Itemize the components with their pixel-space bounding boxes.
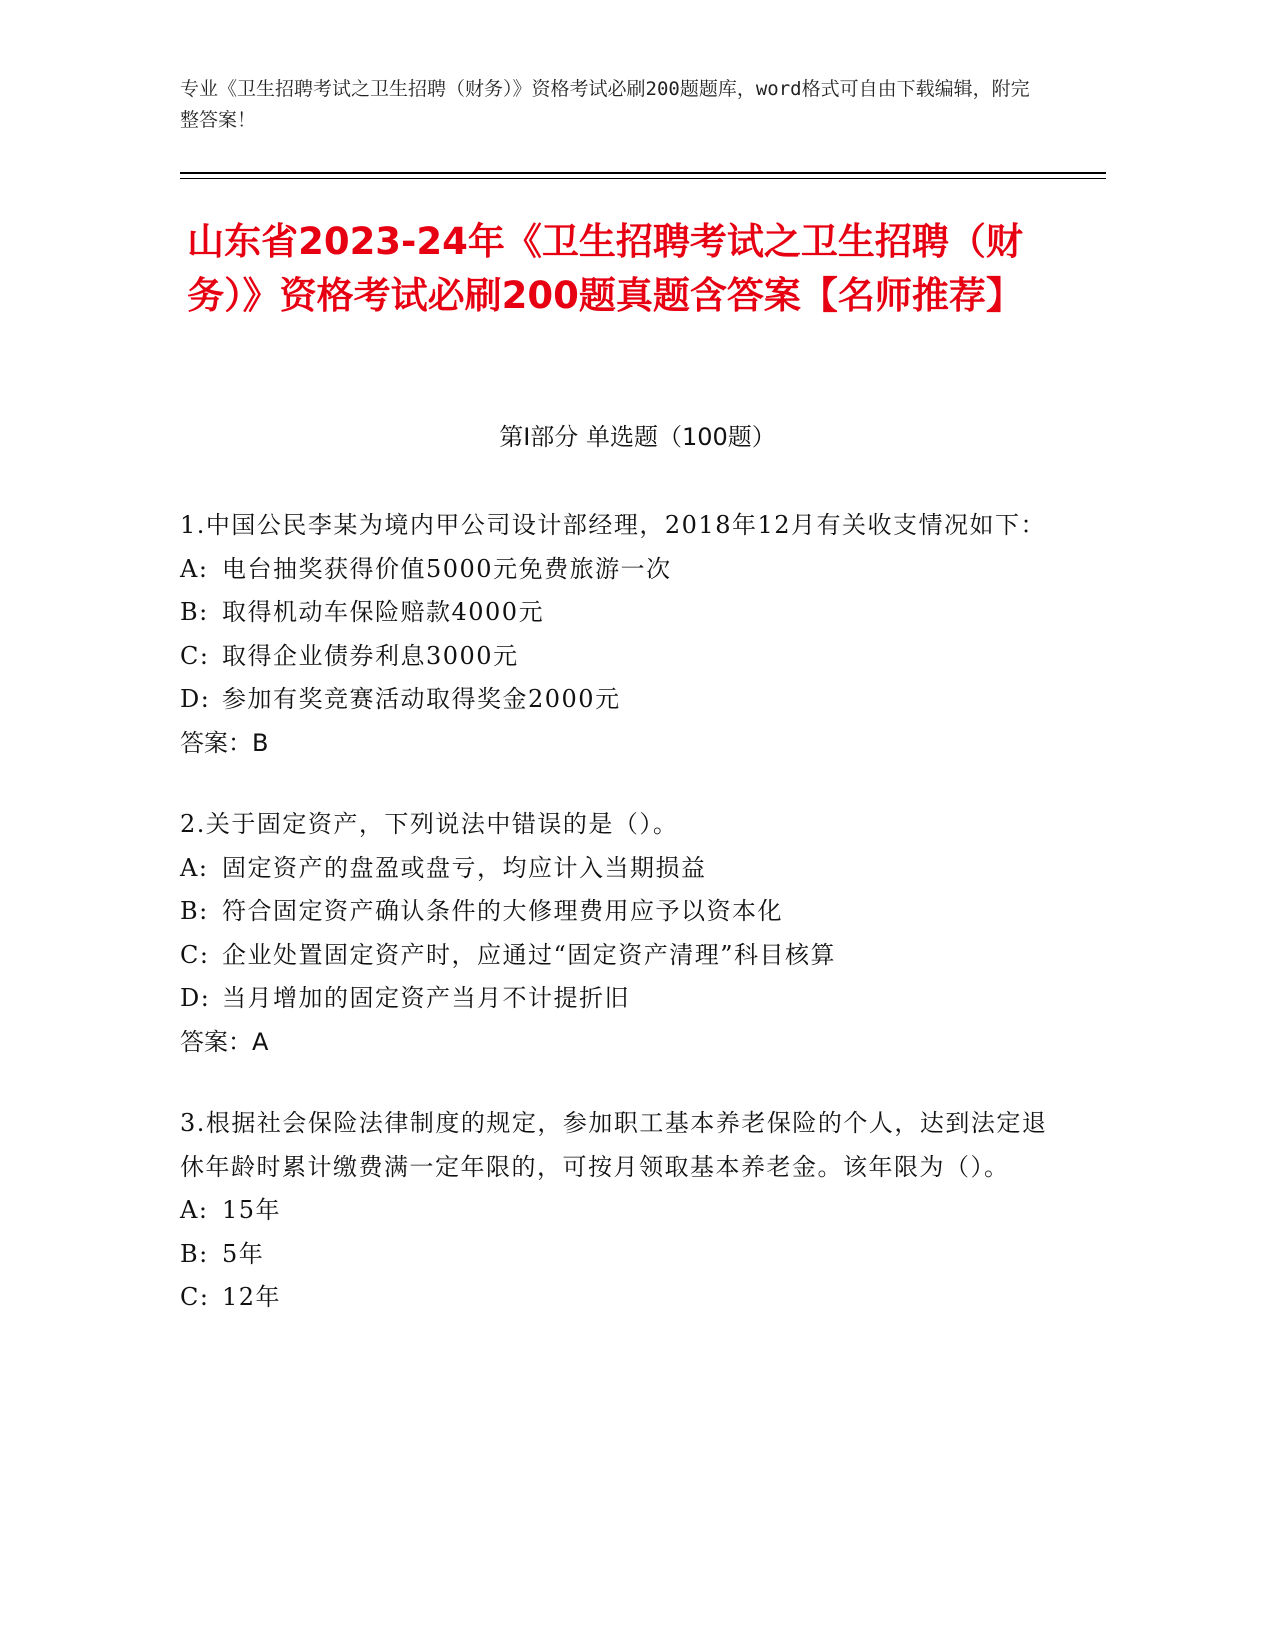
option-a xyxy=(180,548,1060,592)
document-title: 山东省2023-24年《卫生招聘考试之卫生招聘（财务）》资格考试必刷200题真题含答案【名师推荐】 xyxy=(187,220,1023,317)
option-text: 取得企业债券利息3000元 xyxy=(222,641,519,670)
option-b xyxy=(180,890,1060,934)
question-2 xyxy=(180,803,1060,1064)
option-letter: C: xyxy=(180,940,210,969)
question-stem: 3.根据社会保险法律制度的规定，参加职工基本养老保险的个人，达到法定退休年龄时累计缴费满一定年限的，可按月领取基本养老金。该年限为（）。 xyxy=(180,1109,1048,1181)
answer-line: 答案：B xyxy=(180,728,269,757)
option-letter: C: xyxy=(180,641,210,670)
section-title: 第Ⅰ部分 单选题（100题） xyxy=(499,423,776,451)
option-d xyxy=(180,678,1060,722)
option-text: 15年 xyxy=(222,1196,282,1224)
question-1 xyxy=(180,504,1060,765)
option-b xyxy=(180,1233,1060,1277)
option-letter: B: xyxy=(180,1239,209,1268)
option-letter: D: xyxy=(180,685,211,713)
question-stem: 2.关于固定资产，下列说法中错误的是（）。 xyxy=(180,810,679,838)
option-d xyxy=(180,977,1060,1021)
question-list xyxy=(180,504,1060,1358)
option-letter: C: xyxy=(180,1283,210,1311)
option-letter: A: xyxy=(180,1196,209,1224)
option-text: 固定资产的盘盈或盘亏，均应计入当期损益 xyxy=(222,853,707,882)
option-text: 符合固定资产确认条件的大修理费用应予以资本化 xyxy=(222,897,783,925)
option-c xyxy=(180,934,1060,978)
option-text: 电台抽奖获得价值5000元免费旅游一次 xyxy=(222,554,672,583)
header-divider-thick xyxy=(180,172,1106,174)
option-text: 5年 xyxy=(222,1239,265,1268)
option-c xyxy=(180,1276,1060,1320)
option-a xyxy=(180,847,1060,891)
header-divider-thin xyxy=(180,178,1106,179)
option-text: 12年 xyxy=(222,1283,282,1311)
option-letter: B: xyxy=(180,897,209,925)
option-c xyxy=(180,635,1060,679)
question-3 xyxy=(180,1102,1060,1320)
question-stem: 1.中国公民李某为境内甲公司设计部经理，2018年12月有关收支情况如下： xyxy=(180,511,1047,539)
option-a xyxy=(180,1189,1060,1233)
header-note: 专业《卫生招聘考试之卫生招聘（财务）》资格考试必刷200题题库，word格式可自由下载编辑，附完整答案！ xyxy=(180,78,1030,131)
option-text: 取得机动车保险赔款4000元 xyxy=(222,598,545,626)
option-b xyxy=(180,591,1060,635)
answer-line: 答案：A xyxy=(180,1027,269,1056)
option-letter: D: xyxy=(180,984,211,1012)
option-text: 企业处置固定资产时，应通过“固定资产清理”科目核算 xyxy=(222,940,837,969)
option-letter: A: xyxy=(180,554,209,583)
option-letter: A: xyxy=(180,853,209,882)
option-text: 参加有奖竞赛活动取得奖金2000元 xyxy=(222,685,621,713)
option-text: 当月增加的固定资产当月不计提折旧 xyxy=(222,984,630,1012)
option-letter: B: xyxy=(180,598,209,626)
